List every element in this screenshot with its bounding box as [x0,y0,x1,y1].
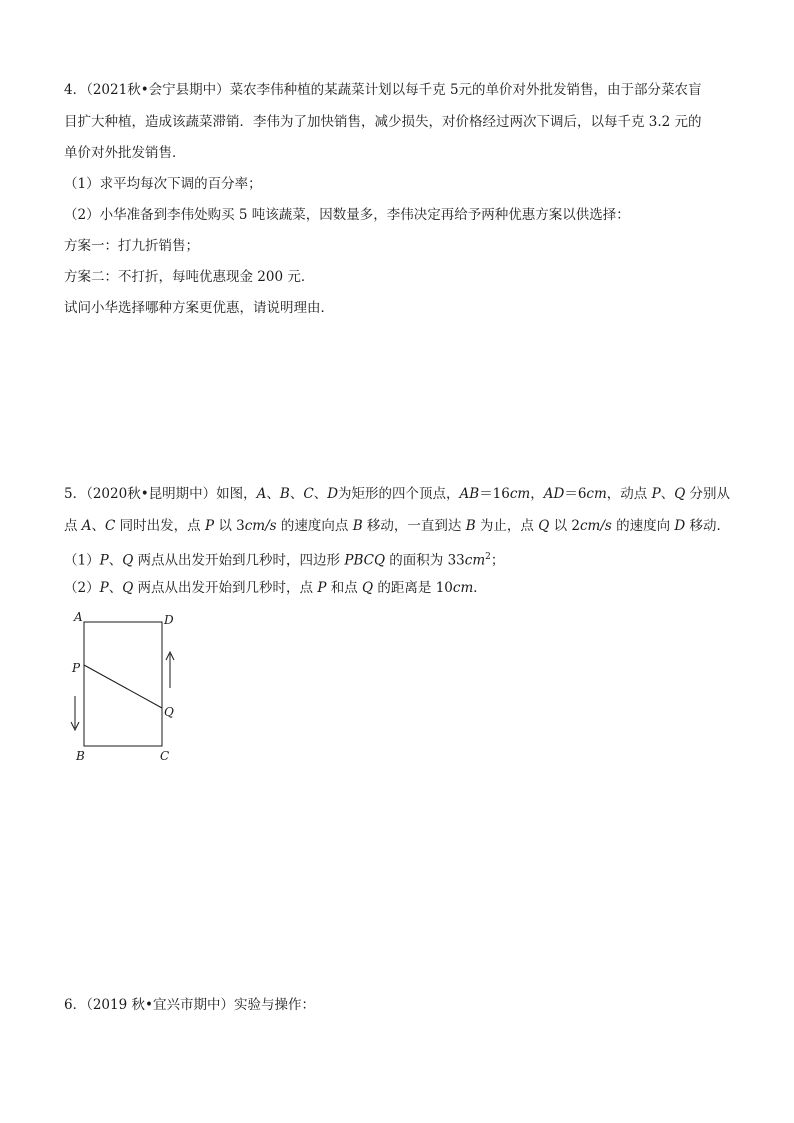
q4-subquestion-1: （1）求平均每次下调的百分率； [64,176,262,192]
q4-line-3: 单价对外批发销售． [64,145,186,161]
q4-plan-2: 方案二：不打折，每吨优惠现金 200 元． [64,269,315,285]
q4-question: 试问小华选择哪种方案更优惠，请说明理由． [64,300,334,316]
segment-pq [84,665,162,708]
label-c: C [160,749,170,763]
q4-subquestion-2: （2）小华准备到李伟处购买 5 吨该蔬菜，因数量多，李伟决定再给予两种优惠方案以供选择： [64,207,630,223]
label-p: P [72,661,81,675]
q5-subquestion-2: （2）P、Q 两点从出发开始到几秒时，点 P 和点 Q 的距离是 10cm． [64,580,487,596]
label-a: A [74,610,83,624]
q5-subquestion-1: （1）P、Q 两点从出发开始到几秒时，四边形 PBCQ 的面积为 $33cm^2$； [64,552,505,569]
label-q: Q [164,705,174,719]
q4-plan-1: 方案一：打九折销售； [64,238,199,254]
rectangle-figure [66,608,196,768]
q6-line-1: 6．（2019 秋•宜兴市期中）实验与操作： [64,997,315,1013]
label-b: B [76,749,85,763]
q4-line-2: 目扩大种植，造成该蔬菜滞销．李伟为了加快销售，减少损失，对价格经过两次下调后，以每千克 3.2 元的 [64,114,702,130]
q5-line-2: 点 A、C 同时出发，点 P 以 3cm/s 的速度向点 B 移动，一直到达 B 为止，点 Q 以 2cm/s 的速度向 D 移动． [64,518,731,534]
label-d: D [164,613,174,627]
q5-line-1: 5．（2020秋•昆明期中）如图，A、B、C、D为矩形的四个顶点，AB＝16cm，AD＝6cm，动点 P、Q 分别从 [64,486,731,502]
q4-line-1: 4．（2021秋•会宁县期中）菜农李伟种植的某蔬菜计划以每千克 5元的单价对外批发销售，由于部分菜农盲 [64,82,702,98]
rectangle-abcd [84,622,162,746]
